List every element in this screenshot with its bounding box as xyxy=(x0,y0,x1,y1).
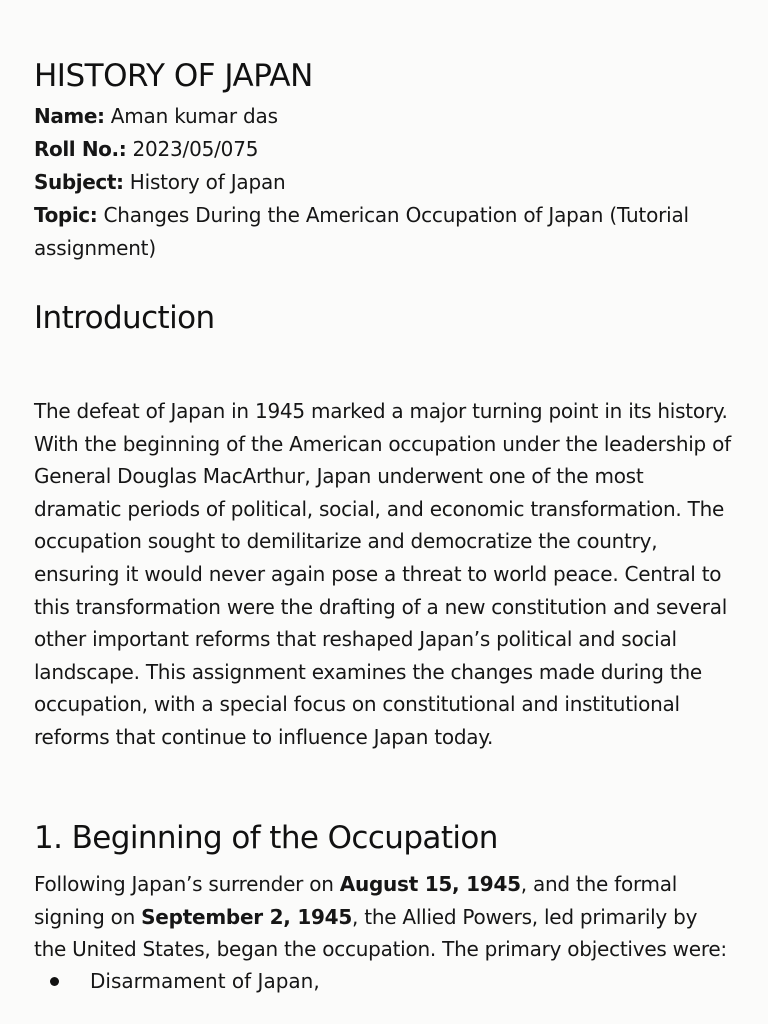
bullet-icon xyxy=(50,977,59,986)
roll-number-label: Roll No.: xyxy=(34,137,127,161)
section-1-text-part-3: , the Allied Powers, led primarily by the United States, began the occupation. The primary objectives were: xyxy=(34,904,727,962)
introduction-heading: Introduction xyxy=(34,300,215,336)
list-item xyxy=(34,965,320,997)
student-details xyxy=(34,100,734,265)
objectives-list xyxy=(34,965,320,997)
subject-value: History of Japan xyxy=(123,170,286,194)
roll-number-row xyxy=(34,133,734,166)
section-1-heading: 1. Beginning of the Occupation xyxy=(34,820,498,856)
surrender-date: August 15, 1945 xyxy=(339,872,521,896)
section-1-text-part-2: , and the formal signing on xyxy=(34,872,678,929)
subject-label: Subject: xyxy=(34,170,124,194)
introduction-paragraph: The defeat of Japan in 1945 marked a major turning point in its history. With the beginning of the American occupation under the leadership of General Douglas MacArthur, Japan underwent one of the most dramatic periods of political, social, and economic transformation. The occupation sought to demilitarize and democratize the country, ensuring it would never again pose a threat to world peace. Central to this transformation were the drafting of a new constitution and several other important reforms that reshaped Japan’s political and social landscape. This assignment examines the changes made during the occupation, with a special focus on constitutional and institutional reforms that continue to influence Japan today. xyxy=(34,399,731,749)
name-value: Aman kumar das xyxy=(104,104,278,128)
subject-row xyxy=(34,166,734,199)
topic-label: Topic: xyxy=(34,203,98,227)
name-row xyxy=(34,100,734,133)
section-1-paragraph xyxy=(34,868,734,966)
signing-date: September 2, 1945 xyxy=(141,904,353,929)
document-title: HISTORY OF JAPAN xyxy=(34,58,313,94)
section-1-text-part-1: Following Japan’s surrender on xyxy=(34,872,340,896)
topic-row xyxy=(34,199,734,265)
topic-value: Changes During the American Occupation of Japan (Tutorial assignment) xyxy=(34,203,689,260)
roll-number-value: 2023/05/075 xyxy=(126,137,259,161)
list-item-text: Disarmament of Japan, xyxy=(90,969,320,993)
name-label: Name: xyxy=(34,104,105,128)
